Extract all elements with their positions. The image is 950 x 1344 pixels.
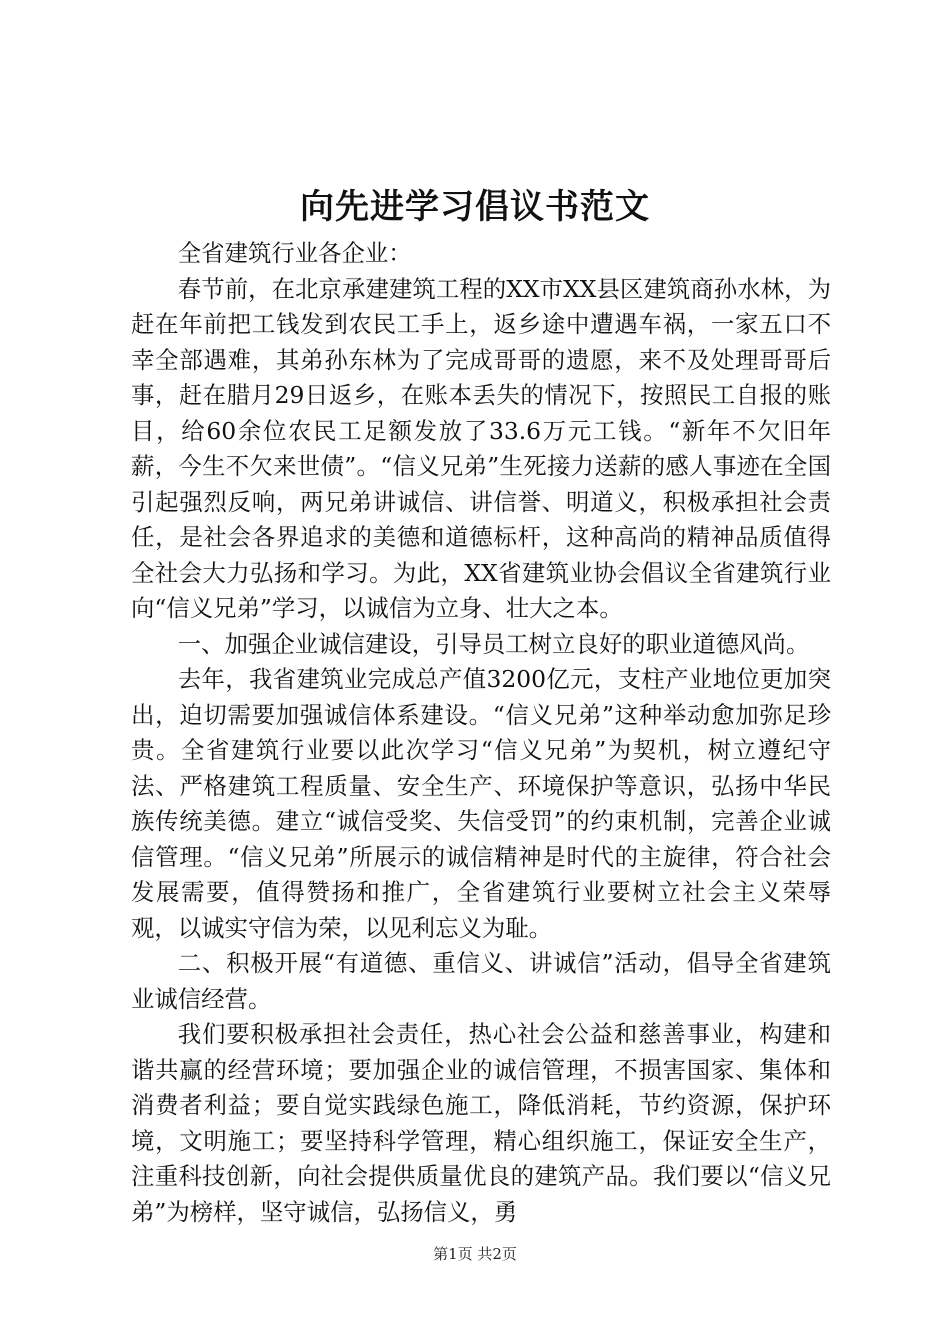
paragraph-intro: 春节前，在北京承建建筑工程的XX市XX县区建筑商孙水林，为赶在年前把工钱发到农民工手上，返乡途中遭遇车祸，一家五口不幸全部遇难，其弟孙东林为了完成哥哥的遗愿，来不及处理哥哥后事，赶在腊月29日返乡，在账本丢失的情况下，按照民工自报的账目，给60余位农民工足额发放了33.6万元工钱。“新年不欠旧年薪，今生不欠来世债”。“信义兄弟”生死接力送薪的感人事迹在全国引起强烈反响，两兄弟讲诚信、讲信誉、明道义，积极承担社会责任，是社会各界追求的美德和道德标杆，这种高尚的精神品质值得全社会大力弘扬和学习。为此，XX省建筑业协会倡议全省建筑行业向“信义兄弟”学习，以诚信为立身、壮大之本。 xyxy=(131,274,831,622)
document-title: 向先进学习倡议书范文 xyxy=(300,187,650,227)
section-heading-1: 一、加强企业诚信建设，引导员工树立良好的职业道德风尚。 xyxy=(177,629,810,658)
paragraph-section-2: 我们要积极承担社会责任，热心社会公益和慈善事业，构建和谐共赢的经营环境；要加强企业的诚信管理，不损害国家、集体和消费者利益；要自觉实践绿色施工，降低消耗，节约资源，保护环境，文明施工；要坚持科学管理，精心组织施工，保证安全生产，注重科技创新，向社会提供质量优良的建筑产品。我们要以“信义兄弟”为榜样，坚守诚信，弘扬信义，勇 xyxy=(131,1020,831,1226)
document-body xyxy=(131,236,831,1230)
paragraph-section-1: 去年，我省建筑业完成总产值3200亿元，支柱产业地位更加突出，迫切需要加强诚信体系建设。“信义兄弟”这种举动愈加弥足珍贵。全省建筑行业要以此次学习“信义兄弟”为契机，树立遵纪守法、严格建筑工程质量、安全生产、环境保护等意识，弘扬中华民族传统美德。建立“诚信受奖、失信受罚”的约束机制，完善企业诚信管理。“信义兄弟”所展示的诚信精神是时代的主旋律，符合社会发展需要，值得赞扬和推广，全省建筑行业要树立社会主义荣辱观，以诚实守信为荣，以见利忘义为耻。 xyxy=(131,665,831,942)
page-number-footer: 第1页 共2页 xyxy=(433,1245,517,1263)
section-heading-2: 二、积极开展“有道德、重信义、讲诚信”活动，倡导全省建筑业诚信经营。 xyxy=(131,949,831,1013)
salutation: 全省建筑行业各企业： xyxy=(177,239,412,267)
